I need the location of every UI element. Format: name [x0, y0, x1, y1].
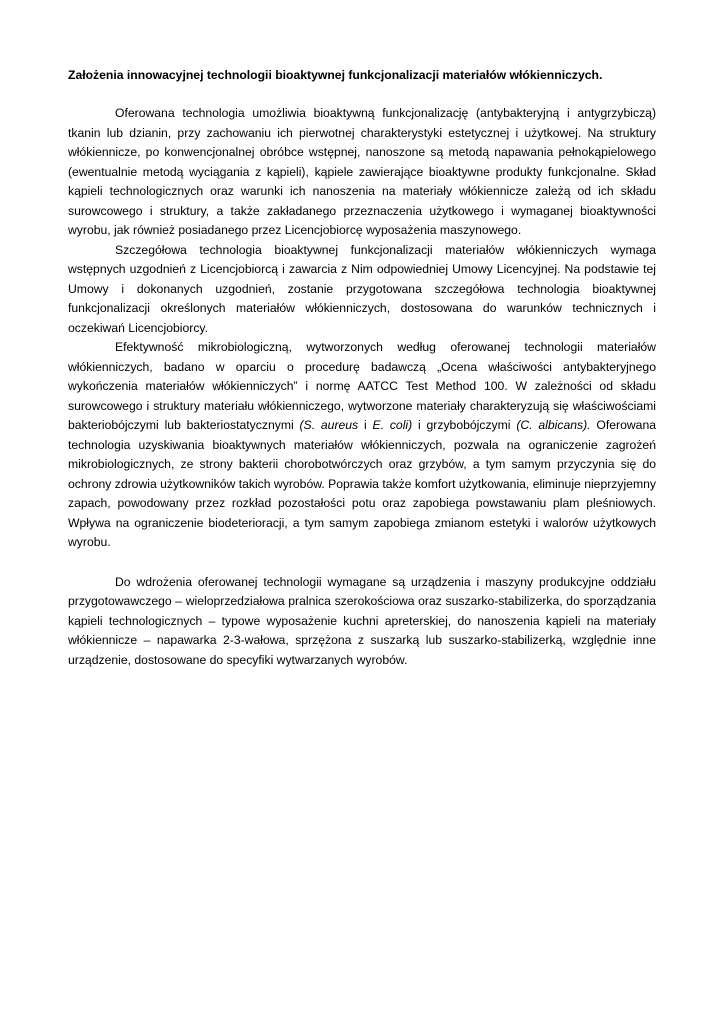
- efficacy-text-a: Efektywność mikrobiologiczną, wytworzonych według oferowanej technologii materiałów włókienniczych, badano w oparciu o procedurę badawczą „Ocena właściwości antybakteryjnego wykończenia materiałów włókienniczych” i normę AATCC Test Method 100. W zależności od składu surowcowego i struktury materiału włókienniczego, wytworzone materiały charakteryzują się właściwościami bakteriobójczymi lub bakteriostatycznymi: [68, 340, 656, 432]
- organism-c-albicans: (C. albicans).: [516, 418, 591, 432]
- document-title: Założenia innowacyjnej technologii bioaktywnej funkcjonalizacji materiałów włókienniczych.: [68, 68, 603, 82]
- efficacy-text-c: i grzybobójczymi: [412, 418, 517, 432]
- paragraph-microbiological-efficacy: [68, 338, 656, 553]
- efficacy-text-b: i: [358, 418, 373, 432]
- efficacy-text-d: Oferowana technologia uzyskiwania bioaktywnych materiałów włókienniczych, pozwala na ograniczenie zagrożeń mikrobiologicznych, ze strony bakterii chorobotwórczych oraz grzybów, a tym samym przyczynia się do ochrony zdrowia użytkowników takich wyrobów. Poprawia także komfort użytkowania, eliminuje nieprzyjemny zapach, powodowany przez rozkład pozostałości potu oraz zapobiega powstawaniu plam pleśniowych. Wpływa na ograniczenie biodeterioracji, a tym samym zapobiega zmianom estetyki i walorów użytkowych wyrobu.: [68, 418, 656, 549]
- document-page: [68, 66, 656, 670]
- paragraph-license-agreement: Szczegółowa technologia bioaktywnej funkcjonalizacji materiałów włókienniczych wymaga wstępnych uzgodnień z Licencjobiorcą i zawarcia z Nim odpowiedniej Umowy Licencyjnej. Na podstawie tej Umowy i dokonanych uzgodnień, zostanie przygotowana szczegółowa technologia bioaktywnej funkcjonalizacji określonych materiałów włókienniczych, dostosowana do warunków technicznych i oczekiwań Licencjobiorcy.: [68, 242, 656, 335]
- organism-s-aureus: (S. aureus: [299, 418, 359, 432]
- paragraph-required-equipment: Do wdrożenia oferowanej technologii wymagane są urządzenia i maszyny produkcyjne oddziału przygotowawczego – wieloprzedziałowa pralnica szerokościowa oraz suszarko-stabilizerka, do sporządzania kąpieli technologicznych – typowe wyposażenie kuchni apreterskiej, do nanoszenia kąpieli na materiały włókiennicze – napawarka 2-3-wałowa, sprzężona z suszarką lub suszarko-stabilizerką, względnie inne urządzenie, dostosowane do specyfiki wytwarzanych wyrobów.: [68, 574, 656, 667]
- paragraph-technology-description: Oferowana technologia umożliwia bioaktywną funkcjonalizację (antybakteryjną i antygrzybiczą) tkanin lub dzianin, przy zachowaniu ich pierwotnej charakterystyki estetycznej i użytkowej. Na struktury włókiennicze, po konwencjonalnej obróbce wstępnej, nanoszone są metodą napawania pełnokąpielowego (ewentualnie metodą wyciągania z kąpieli), kąpiele zawierające bioaktywne produkty funkcjonalne. Skład kąpieli technologicznych oraz warunki ich nanoszenia na materiały włókiennicze zależą od ich składu surowcowego i struktury, a także zakładanego przeznaczenia użytkowego i wymaganej bioaktywności wyrobu, jak również posiadanego przez Licencjobiorcę wyposażenia maszynowego.: [68, 106, 656, 237]
- paragraph-spacer: [68, 553, 656, 573]
- organism-e-coli: E. coli): [372, 418, 413, 432]
